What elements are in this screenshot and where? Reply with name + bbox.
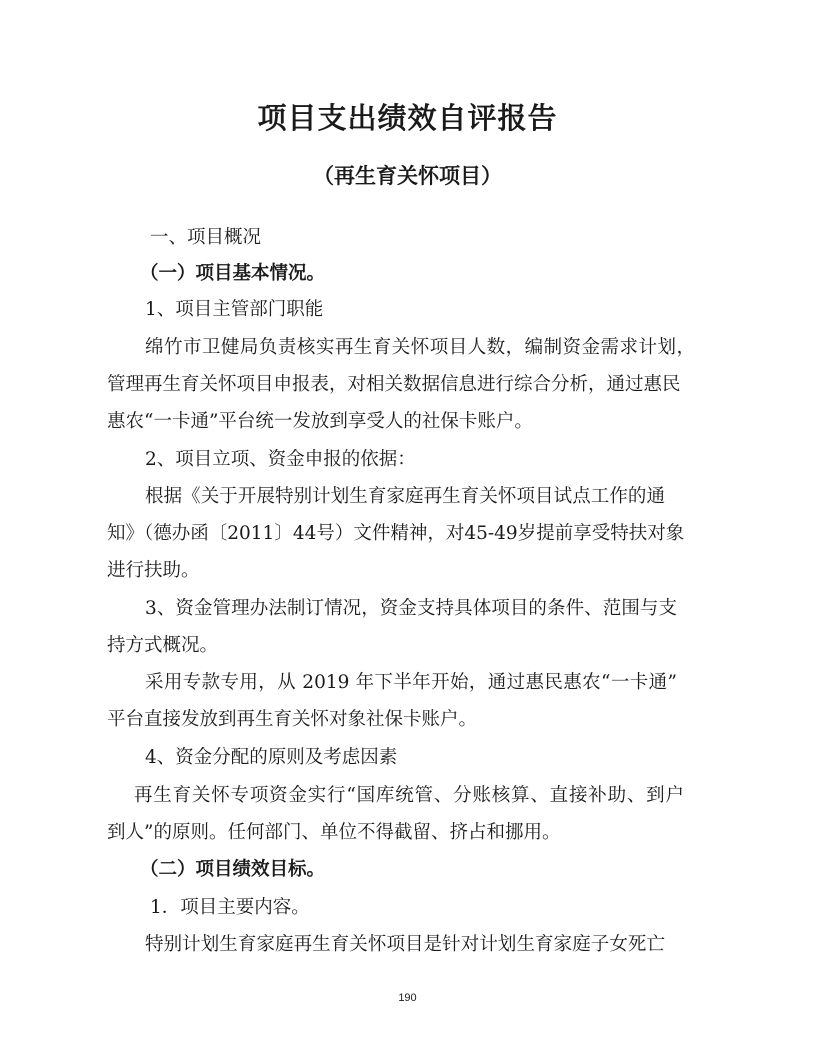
paragraph-line: 绵竹市卫健局负责核实再生育关怀项目人数，编制资金需求计划， [145, 337, 695, 358]
paragraph-line: 再生育关怀专项资金实行“国库统管、分账核算、直接补助、到户 [134, 785, 684, 806]
document-title: 项目支出绩效自评报告 [257, 101, 558, 135]
paragraph-line: 平台直接发放到再生育关怀对象社保卡账户。 [107, 709, 478, 730]
subsection-heading: （一）项目基本情况。 [140, 263, 326, 284]
paragraph-line: 采用专款专用，从 2019 年下半年开始，通过惠民惠农“一卡通” [145, 672, 677, 693]
paragraph-line: 管理再生育关怀项目申报表，对相关数据信息进行综合分析，通过惠民 [107, 374, 681, 395]
item-heading: 2、项目立项、资金申报的依据： [145, 449, 416, 470]
item-heading: 1、项目主管部门职能 [145, 299, 324, 320]
paragraph-line: 进行扶助。 [107, 560, 200, 581]
item-heading: 3、资金管理办法制订情况，资金支持具体项目的条件、范围与支 [145, 598, 677, 619]
paragraph-line: 惠农“一卡通”平台统一发放到享受人的社保卡账户。 [107, 411, 533, 432]
paragraph-line: 知》（德办函〔2011〕44号）文件精神，对45-49岁提前享受特扶对象 [107, 523, 685, 544]
document-subtitle: （再生育关怀项目） [313, 163, 502, 188]
paragraph-line: 到人”的原则。任何部门、单位不得截留、挤占和挪用。 [107, 822, 561, 843]
paragraph-line: 特别计划生育家庭再生育关怀项目是针对计划生育家庭子女死亡 [145, 934, 665, 955]
paragraph-line: 根据《关于开展特别计划生育家庭再生育关怀项目试点工作的通 [145, 486, 665, 507]
section-heading: 一、项目概况 [150, 227, 262, 248]
item-heading: 1．项目主要内容。 [150, 897, 310, 918]
item-heading: 4、资金分配的原则及考虑因素 [145, 747, 398, 768]
page-number: 190 [398, 992, 417, 1004]
subsection-heading: （二）项目绩效目标。 [140, 859, 326, 880]
item-heading: 持方式概况。 [107, 635, 219, 656]
